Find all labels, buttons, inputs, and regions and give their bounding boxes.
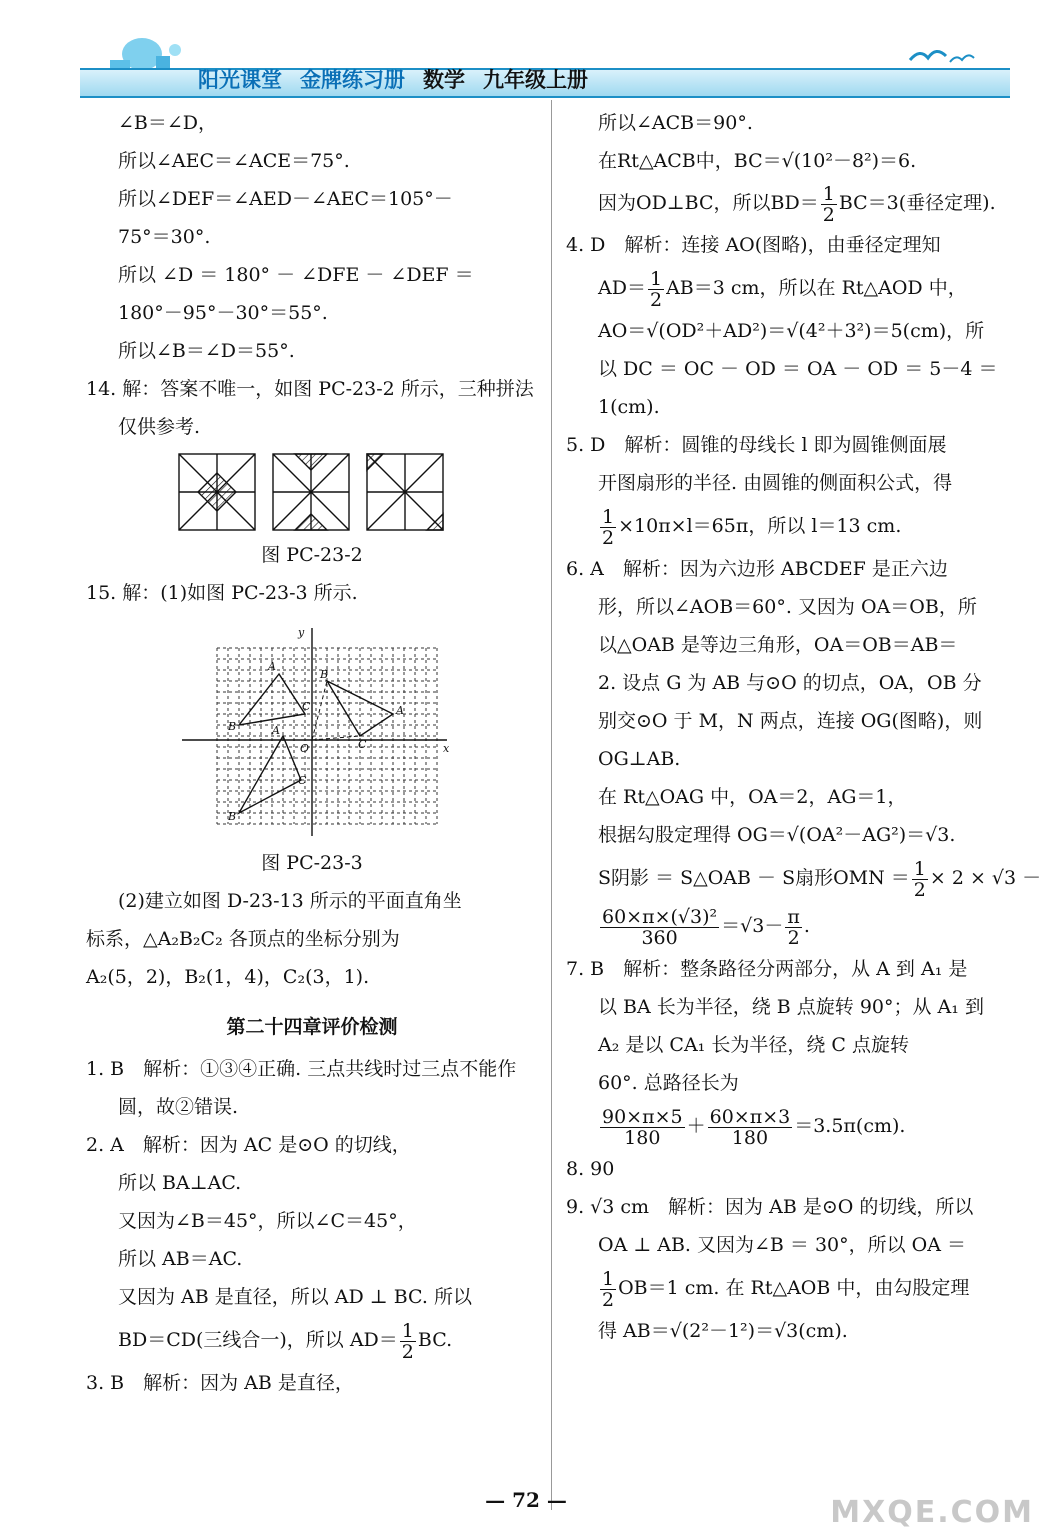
text-segment: ＝3.5π(cm). <box>794 1115 906 1137</box>
text-line <box>566 854 1042 902</box>
svg-text:B: B <box>228 810 237 823</box>
figure-pc-23-3 <box>172 616 452 840</box>
numerator: 1 <box>822 182 835 205</box>
text-line: 以 BA 长为半径，绕 B 点旋转 90°；从 A₁ 到 <box>598 996 984 1018</box>
answer-9: 9. √3 cm 解析：因为 AB 是⊙O 的切线，所以 <box>566 1196 974 1218</box>
text-line: 又因为 AB 是直径，所以 AD ⊥ BC. 所以 <box>118 1286 472 1308</box>
denominator: 2 <box>649 288 663 311</box>
text-line: 别交⊙O 于 M，N 两点，连接 OG(图略)，则 <box>598 710 983 732</box>
text-line: 所以∠DEF＝∠AED－∠AEC＝105°－ <box>118 188 453 210</box>
text-line: 1(cm). <box>598 396 660 418</box>
text-line: 标系，△A₂B₂C₂ 各顶点的坐标分别为 <box>86 928 400 950</box>
svg-text:A: A <box>268 660 276 673</box>
text-segment: ×10π×l＝65π，所以 l＝13 cm. <box>618 515 902 537</box>
numerator: 60×π×(√3)² <box>602 905 718 928</box>
text-line: 所以∠AEC＝∠ACE＝75°. <box>118 150 350 172</box>
text-line: 在Rt△ACB中，BC＝√(10²－8²)＝6. <box>598 150 917 172</box>
page-header <box>80 30 1010 98</box>
right-column <box>566 104 1042 1350</box>
text-line: 180°－95°－30°＝55°. <box>118 302 328 324</box>
text-segment: BC. <box>417 1329 453 1351</box>
numerator: 90×π×5 <box>602 1105 683 1128</box>
denominator: 180 <box>624 1126 661 1149</box>
text-line: 在 Rt△OAG 中，OA＝2，AG＝1， <box>598 786 907 808</box>
left-column <box>86 104 538 1402</box>
text-segment: AB＝3 cm，所以在 Rt△AOD 中， <box>666 277 967 299</box>
fraction <box>600 507 616 548</box>
svg-text:B: B <box>320 668 329 681</box>
fraction <box>600 1269 616 1310</box>
text-line: 以△OAB 是等边三角形，OA＝OB＝AB＝ <box>598 634 958 656</box>
column-divider <box>551 100 552 1510</box>
numerator: 1 <box>602 1267 615 1290</box>
text-line: 2. 设点 G 为 AB 与⊙O 的切点，OA，OB 分 <box>598 672 982 694</box>
answer-5: 5. D 解析：圆锥的母线长 l 即为圆锥侧面展 <box>566 434 947 456</box>
svg-text:C: C <box>302 700 311 713</box>
text-line: 60°. 总路径长为 <box>598 1072 739 1094</box>
figure-caption: 图 PC-23-2 <box>261 544 363 566</box>
fraction <box>600 1107 685 1148</box>
text-segment: ＝√3－ <box>721 915 784 937</box>
numerator: 1 <box>649 267 663 290</box>
svg-text:x: x <box>443 742 450 755</box>
text-line: 75°＝30°. <box>118 226 211 248</box>
numerator: 1 <box>401 1319 414 1342</box>
text-line <box>566 502 1018 550</box>
fraction <box>648 269 664 310</box>
svg-text:C: C <box>298 774 307 787</box>
text-segment: AD＝ <box>598 277 646 299</box>
denominator: 2 <box>913 878 926 901</box>
text-line: 所以∠B＝∠D＝55°. <box>118 340 295 362</box>
denominator: 2 <box>822 203 835 226</box>
answer-8: 8. 90 <box>566 1158 615 1180</box>
section-title: 第二十四章评价检测 <box>226 1016 398 1038</box>
answer-14: 14. 解：答案不唯一，如图 PC-23-2 所示，三种拼法仅供参考. <box>86 378 534 438</box>
denominator: 2 <box>787 926 800 949</box>
text-line <box>566 180 1018 226</box>
text-line: OG⊥AB. <box>598 748 681 770</box>
fraction <box>600 907 719 948</box>
text-line: 开图扇形的半径. 由圆锥的侧面积公式，得 <box>598 472 953 494</box>
text-segment: OB＝1 cm. 在 Rt△AOB 中，由勾股定理 <box>618 1277 970 1299</box>
svg-text:A: A <box>396 704 404 717</box>
text-line: 所以 AB＝AC. <box>118 1248 243 1270</box>
header-series: 金牌练习册 <box>300 67 405 92</box>
text-line: A₂ 是以 CA₁ 长为半径，绕 C 点旋转 <box>598 1034 909 1056</box>
answer-4: 4. D 解析：连接 AO(图略)，由垂径定理知 <box>566 234 941 256</box>
answer-15: 15. 解：(1)如图 PC-23-3 所示. <box>86 582 358 604</box>
fraction <box>912 859 928 900</box>
denominator: 2 <box>602 1288 615 1311</box>
text-line: 形，所以∠AOB＝60°. 又因为 OA＝OB，所 <box>598 596 977 618</box>
answer-6: 6. A 解析：因为六边形 ABCDEF 是正六边 <box>566 558 948 580</box>
numerator: 1 <box>602 505 615 528</box>
numerator: 60×π×3 <box>709 1105 791 1128</box>
svg-text:O: O <box>300 742 310 755</box>
text-segment: × 2 × √3 － <box>929 867 1042 889</box>
birds-icon <box>900 38 980 78</box>
text-line: (2)建立如图 D-23-13 所示的平面直角坐 <box>118 890 462 912</box>
figure-caption: 图 PC-23-3 <box>261 852 363 874</box>
text-line: 所以 BA⊥AC. <box>118 1172 242 1194</box>
text-line: 又因为∠B＝45°，所以∠C＝45°， <box>118 1210 417 1232</box>
svg-text:A: A <box>272 724 280 737</box>
text-line: $\frac{90\times\pi\times 5}{180}$ ＋ $\frac{60\times\pi\times 3}{180}$ ＝3.5π(cm). <box>602 1105 906 1149</box>
text-line: 所以∠ACB＝90°. <box>598 112 753 134</box>
denominator: 2 <box>401 1340 414 1363</box>
header-title <box>198 64 588 94</box>
watermark: MXQE.COM <box>830 1495 1034 1530</box>
numerator: 1 <box>913 857 926 880</box>
denominator: 2 <box>602 526 615 549</box>
header-grade: 九年级上册 <box>483 67 588 92</box>
answer-3: 3. B 解析：因为 AB 是直径， <box>86 1372 354 1394</box>
text-segment: BD＝CD(三线合一)，所以 AD＝ <box>118 1329 398 1351</box>
text-line <box>566 1264 1018 1312</box>
text-line: 根据勾股定理得 OG＝√(OA²－AG²)＝√3. <box>598 824 956 846</box>
svg-text:y: y <box>298 626 305 639</box>
text-line <box>86 1316 538 1364</box>
text-line: ∠B＝∠D， <box>118 112 218 134</box>
text-line: 所以 ∠D ＝ 180° － ∠DFE － ∠DEF ＝ <box>118 264 474 286</box>
answer-7: 7. B 解析：整条路径分两部分，从 A 到 A₁ 是 <box>566 958 968 980</box>
fraction <box>821 184 837 225</box>
svg-text:B: B <box>228 720 237 733</box>
fraction <box>400 1321 416 1362</box>
text-line: OA ⊥ AB. 又因为∠B ＝ 30°，所以 OA ＝ <box>598 1234 967 1256</box>
denominator: 360 <box>641 926 678 949</box>
header-brand: 阳光课堂 <box>198 67 282 92</box>
text-line: A₂(5，2)，B₂(1，4)，C₂(3，1). <box>86 966 370 988</box>
fraction <box>708 1107 793 1148</box>
text-segment: 因为OD⊥BC，所以BD＝ <box>598 192 819 214</box>
text-line <box>566 264 1018 312</box>
page-number: — 72 — <box>485 1488 567 1512</box>
text-line: 得 AB＝√(2²－1²)＝√3(cm). <box>598 1320 848 1342</box>
denominator: 180 <box>731 1126 769 1149</box>
fraction <box>785 907 802 948</box>
text-line: $\frac{\text{60×π×(√3)²}}{360}$ ＝√3－ $\frac{\pi}{2}$ . <box>602 905 810 949</box>
text-segment: BC＝3(垂径定理). <box>838 192 996 214</box>
answer-2: 2. A 解析：因为 AC 是⊙O 的切线， <box>86 1134 411 1156</box>
text-line: 以 DC ＝ OC － OD ＝ OA － OD ＝ 5－4 ＝ <box>598 358 998 380</box>
numerator: π <box>787 905 800 928</box>
header-subject: 数学 <box>423 67 465 92</box>
text-line: AO＝√(OD²＋AD²)＝√(4²＋3²)＝5(cm)，所 <box>598 320 985 342</box>
answer-1: 1. B 解析：①③④正确. 三点共线时过三点不能作圆，故②错误. <box>86 1058 517 1118</box>
figure-pc-23-2 <box>177 452 447 536</box>
text-segment: S阴影 ＝ S△OAB － S扇形OMN ＝ <box>598 867 910 889</box>
svg-text:C: C <box>358 738 367 751</box>
